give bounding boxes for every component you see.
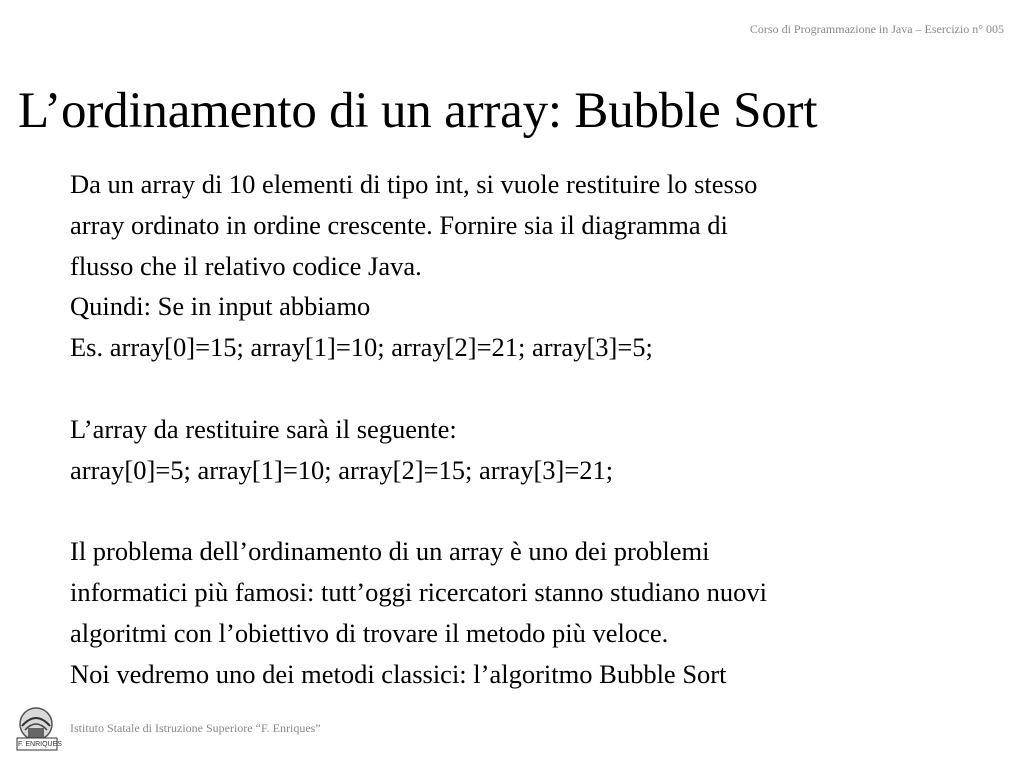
body-line: L’array da restituire sarà il seguente: [70, 413, 457, 444]
body-line: array ordinato in ordine crescente. Fornire sia il diagramma di [70, 209, 728, 240]
slide-body [70, 164, 1000, 694]
institute-name: Istituto Statale di Istruzione Superiore “F. Enriques” [70, 721, 321, 735]
body-line: Es. array[0]=15; array[1]=10; array[2]=21; array[3]=5; [70, 332, 653, 363]
body-line: Il problema dell’ordinamento di un array è uno dei problemi [70, 536, 710, 567]
body-line: array[0]=5; array[1]=10; array[2]=15; array[3]=21; [70, 454, 614, 485]
body-line: Quindi: Se in input abbiamo [70, 291, 371, 322]
body-line: Noi vedremo uno dei metodi classici: l’algoritmo Bubble Sort [70, 658, 727, 689]
course-note: Corso di Programmazione in Java – Esercizio n° 005 [749, 22, 1004, 36]
body-line: informatici più famosi: tutt’oggi ricercatori stanno studiano nuovi [70, 576, 767, 607]
slide-footer [14, 704, 614, 754]
slide-title: L’ordinamento di un array: Bubble Sort [18, 83, 818, 139]
body-line: Da un array di 10 elementi di tipo int, si vuole restituire lo stesso [70, 169, 758, 199]
body-line-blank [70, 490, 1000, 531]
institute-logo-icon [14, 704, 60, 754]
body-line: flusso che il relativo codice Java. [70, 250, 422, 281]
logo-caption: F. ENRIQUES [18, 741, 62, 748]
body-line-blank [70, 368, 1000, 409]
body-line: algoritmi con l’obiettivo di trovare il metodo più veloce. [70, 617, 669, 648]
